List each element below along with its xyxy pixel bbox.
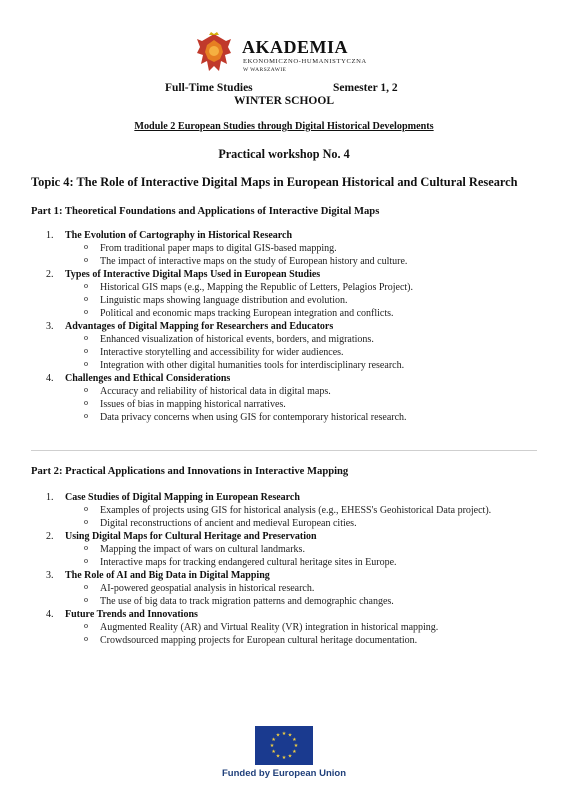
section-title: Types of Interactive Digital Maps Used in European Studies bbox=[65, 269, 321, 280]
flag-star: ★ bbox=[292, 750, 297, 756]
list-item-text: The impact of interactive maps on the study of European history and culture. bbox=[100, 256, 408, 267]
list-item-text: Enhanced visualization of historical events, borders, and migrations. bbox=[100, 334, 374, 345]
list-item bbox=[0, 557, 568, 570]
institution-logo bbox=[193, 31, 393, 79]
list-item-text: Examples of projects using GIS for historical analysis (e.g., EHESS's Geohistorical Data project). bbox=[100, 505, 492, 516]
flag-star: ★ bbox=[271, 750, 276, 756]
flag-star: ★ bbox=[271, 738, 276, 744]
bullet-icon: o bbox=[84, 582, 88, 591]
bullet-icon: o bbox=[84, 634, 88, 643]
institution-city: W WARSZAWIE bbox=[243, 67, 287, 73]
list-item-text: Issues of bias in mapping historical narratives. bbox=[100, 399, 286, 410]
bullet-icon: o bbox=[84, 359, 88, 368]
divider bbox=[31, 450, 537, 451]
list-item-text: AI-powered geospatial analysis in historical research. bbox=[100, 583, 315, 594]
list-item-text: Mapping the impact of wars on cultural landmarks. bbox=[100, 544, 305, 555]
list-item bbox=[0, 518, 568, 531]
bullet-icon: o bbox=[84, 543, 88, 552]
bullet-icon: o bbox=[84, 242, 88, 251]
list-item bbox=[0, 412, 568, 425]
institution-name: AKADEMIA bbox=[242, 37, 348, 57]
section-title: Using Digital Maps for Cultural Heritage and Preservation bbox=[65, 531, 317, 542]
section-title: Challenges and Ethical Considerations bbox=[65, 373, 231, 384]
bullet-icon: o bbox=[84, 517, 88, 526]
list-item-text: Interactive storytelling and accessibility for wider audiences. bbox=[100, 347, 344, 358]
bullet-icon: o bbox=[84, 398, 88, 407]
studies-type: Full-Time Studies bbox=[165, 82, 253, 94]
semester-label: Semester 1, 2 bbox=[333, 82, 398, 94]
section-title: Future Trends and Innovations bbox=[65, 609, 198, 620]
list-item-text: Integration with other digital humanities tools for interdisciplinary research. bbox=[100, 360, 405, 371]
lion-crest-icon bbox=[193, 31, 235, 77]
bullet-icon: o bbox=[84, 504, 88, 513]
list-item-text: The use of big data to track migration patterns and demographic changes. bbox=[100, 596, 394, 607]
list-item bbox=[0, 360, 568, 373]
flag-star: ★ bbox=[275, 733, 281, 739]
flag-star: ★ bbox=[292, 738, 297, 744]
bullet-icon: o bbox=[84, 333, 88, 342]
part-1-list bbox=[0, 230, 568, 425]
list-item bbox=[0, 596, 568, 609]
flag-star: ★ bbox=[287, 754, 293, 760]
list-item-text: Data privacy concerns when using GIS for contemporary historical research. bbox=[100, 412, 407, 423]
section-number: 2. bbox=[46, 269, 54, 280]
funding-note: Funded by European Union bbox=[221, 768, 347, 779]
list-item-text: Interactive maps for tracking endangered cultural heritage sites in Europe. bbox=[100, 557, 397, 568]
list-item bbox=[0, 635, 568, 648]
list-item-text: Crowdsourced mapping projects for European cultural heritage documentation. bbox=[100, 635, 418, 646]
flag-star: ★ bbox=[293, 744, 299, 750]
section-title: Case Studies of Digital Mapping in European Research bbox=[65, 492, 300, 503]
list-item-text: Accuracy and reliability of historical data in digital maps. bbox=[100, 386, 331, 397]
bullet-icon: o bbox=[84, 385, 88, 394]
list-item bbox=[0, 256, 568, 269]
bullet-icon: o bbox=[84, 346, 88, 355]
part-2-list bbox=[0, 492, 568, 648]
list-item-text: Political and economic maps tracking European integration and conflicts. bbox=[100, 308, 394, 319]
section-number: 1. bbox=[46, 492, 54, 503]
module-title: Module 2 European Studies through Digital Historical Developments bbox=[134, 121, 434, 132]
flag-star: ★ bbox=[275, 754, 281, 760]
list-item bbox=[0, 308, 568, 321]
part-2-title: Part 2: Practical Applications and Innovations in Interactive Mapping bbox=[31, 466, 349, 477]
flag-star: ★ bbox=[287, 733, 293, 739]
workshop-title: Practical workshop No. 4 bbox=[218, 147, 350, 161]
section-number: 2. bbox=[46, 531, 54, 542]
list-item-text: Augmented Reality (AR) and Virtual Reality (VR) integration in historical mapping. bbox=[100, 622, 439, 633]
section-number: 3. bbox=[46, 321, 54, 332]
flag-star: ★ bbox=[281, 756, 287, 762]
section-number: 1. bbox=[46, 230, 54, 241]
flag-star: ★ bbox=[281, 732, 287, 738]
section-title: The Evolution of Cartography in Historical Research bbox=[65, 230, 293, 241]
bullet-icon: o bbox=[84, 595, 88, 604]
section-title: Advantages of Digital Mapping for Researchers and Educators bbox=[65, 321, 334, 332]
bullet-icon: o bbox=[84, 281, 88, 290]
bullet-icon: o bbox=[84, 307, 88, 316]
list-item-text: Digital reconstructions of ancient and medieval European cities. bbox=[100, 518, 357, 529]
part-1-title: Part 1: Theoretical Foundations and Applications of Interactive Digital Maps bbox=[31, 206, 380, 217]
list-item-text: Historical GIS maps (e.g., Mapping the Republic of Letters, Pelagios Project). bbox=[100, 282, 413, 293]
bullet-icon: o bbox=[84, 621, 88, 630]
section-title: The Role of AI and Big Data in Digital Mapping bbox=[65, 570, 270, 581]
institution-subtitle: EKONOMICZNO-HUMANISTYCZNA bbox=[243, 58, 367, 65]
bullet-icon: o bbox=[84, 556, 88, 565]
bullet-icon: o bbox=[84, 255, 88, 264]
topic-heading: Topic 4: The Role of Interactive Digital Maps in European Historical and Cultural Research bbox=[31, 175, 518, 189]
section-number: 3. bbox=[46, 570, 54, 581]
section-number: 4. bbox=[46, 609, 54, 620]
school-title: WINTER SCHOOL bbox=[233, 95, 334, 107]
bullet-icon: o bbox=[84, 411, 88, 420]
list-item-text: Linguistic maps showing language distribution and evolution. bbox=[100, 295, 348, 306]
bullet-icon: o bbox=[84, 294, 88, 303]
section-number: 4. bbox=[46, 373, 54, 384]
eu-flag-icon bbox=[255, 726, 313, 765]
list-item-text: From traditional paper maps to digital GIS-based mapping. bbox=[100, 243, 337, 254]
flag-star: ★ bbox=[269, 744, 275, 750]
